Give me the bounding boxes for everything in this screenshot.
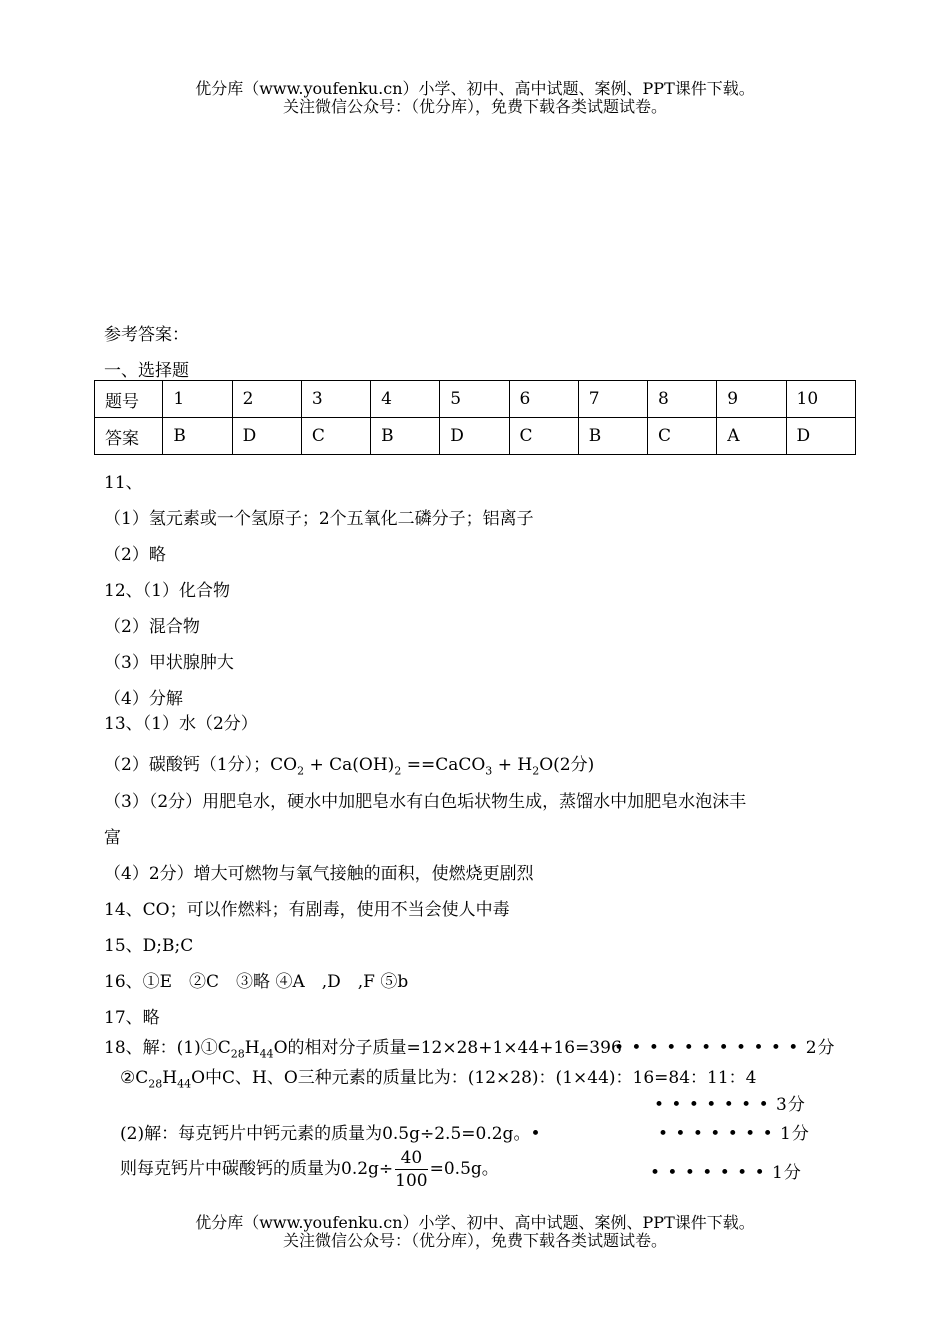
text: ②C — [120, 1068, 149, 1088]
q18-score-3: • • • • • • • 1分 — [658, 1124, 810, 1144]
subscript: 28 — [230, 1047, 245, 1061]
table-cell: C — [301, 418, 370, 455]
table-cell: 3 — [301, 381, 370, 418]
table-cell: 9 — [717, 381, 786, 418]
q16-answer: 16、①E ②C ③略 ④A ,D ,F ⑤b — [104, 972, 409, 992]
table-cell: 4 — [371, 381, 440, 418]
page-footer — [0, 1214, 950, 1250]
q12-answer-1: 12、（1）化合物 — [104, 581, 230, 601]
table-cell: B — [371, 418, 440, 455]
q14-answer: 14、CO；可以作燃料；有剧毒，使用不当会使人中毒 — [104, 900, 510, 920]
text: O中C、H、O三种元素的质量比为：(12×28)：(1×44)：16=84：11：4 — [191, 1068, 757, 1088]
footer-line-2: 关注微信公众号：（优分库），免费下载各类试题试卷。 — [282, 1231, 667, 1250]
subscript: 28 — [148, 1077, 163, 1091]
table-cell: 1 — [163, 381, 232, 418]
q15-answer: 15、D;B;C — [104, 936, 194, 956]
text: + Ca(OH) — [304, 755, 395, 775]
table-cell: 题号 — [95, 381, 163, 418]
subscript: 44 — [259, 1047, 274, 1061]
table-cell: D — [440, 418, 509, 455]
q18-line-1 — [104, 1033, 622, 1060]
table-cell: 8 — [648, 381, 717, 418]
table-cell: 7 — [578, 381, 647, 418]
table-cell: 6 — [509, 381, 578, 418]
table-cell: D — [786, 418, 855, 455]
table-cell: B — [163, 418, 232, 455]
table-row — [95, 418, 856, 455]
q13-answer-3a: （3）（2分）用肥皂水，硬水中加肥皂水有白色垢状物生成，蒸馏水中加肥皂水泡沫丰 — [104, 792, 747, 812]
header-line-2: 关注微信公众号：（优分库），免费下载各类试题试卷。 — [282, 97, 667, 116]
q12-answer-4: （4）分解 — [104, 689, 183, 709]
q18-line-2 — [120, 1063, 756, 1090]
q11-label: 11、 — [104, 473, 143, 493]
table-cell: D — [232, 418, 301, 455]
q18-line-3: (2)解：每克钙片中钙元素的质量为0.5g÷2.5=0.2g。• — [120, 1124, 541, 1144]
table-cell: B — [578, 418, 647, 455]
q18-score-4: • • • • • • • 1分 — [650, 1163, 802, 1183]
subscript: 44 — [177, 1077, 192, 1091]
text: ==CaCO — [401, 755, 486, 775]
fraction-numerator: 40 — [395, 1147, 427, 1170]
q18-score-1: • • • • • • • • • • • 2分 — [614, 1038, 836, 1058]
table-cell: 2 — [232, 381, 301, 418]
answer-table — [94, 380, 856, 455]
subscript: 3 — [485, 764, 493, 778]
answer-title: 参考答案： — [104, 325, 189, 345]
subscript: 2 — [532, 764, 540, 778]
q11-answer-2: （2）略 — [104, 545, 166, 565]
q17-answer: 17、略 — [104, 1008, 160, 1028]
text: + H — [492, 755, 533, 775]
table-cell: C — [509, 418, 578, 455]
q18-score-2: • • • • • • • 3分 — [654, 1095, 806, 1115]
q12-answer-3: （3）甲状腺肿大 — [104, 653, 234, 673]
q12-answer-2: （2）混合物 — [104, 617, 200, 637]
fraction — [395, 1147, 427, 1192]
table-cell: C — [648, 418, 717, 455]
text: H — [244, 1038, 260, 1058]
table-cell: 答案 — [95, 418, 163, 455]
table-cell: 10 — [786, 381, 855, 418]
header-line-1: 优分库（www.youfenku.cn）小学、初中、高中试题、案例、PPT课件下载。 — [195, 79, 755, 98]
text: O的相对分子质量=12×28+1×44+16=396 — [273, 1038, 622, 1058]
text: 则每克钙片中碳酸钙的质量为0.2g÷ — [120, 1159, 394, 1179]
table-cell: A — [717, 418, 786, 455]
text: O(2分) — [539, 755, 595, 775]
text: H — [162, 1068, 178, 1088]
q13-answer-1: 13、（1）水（2分） — [104, 714, 258, 734]
subscript: 2 — [394, 764, 402, 778]
table-row — [95, 381, 856, 418]
q13-answer-4: （4）2分）增大可燃物与氧气接触的面积，使燃烧更剧烈 — [104, 864, 534, 884]
q13-answer-3b: 富 — [104, 828, 121, 848]
text: 18、解：(1)①C — [104, 1038, 231, 1058]
fraction-denominator: 100 — [395, 1171, 428, 1191]
q11-answer-1: （1）氢元素或一个氢原子；2个五氧化二磷分子；铝离子 — [104, 509, 534, 529]
section-multiple-choice: 一、选择题 — [104, 361, 189, 381]
q13-answer-2 — [104, 750, 594, 777]
page-header — [0, 80, 950, 116]
q18-line-4 — [120, 1147, 499, 1192]
text: （2）碳酸钙（1分）；CO — [104, 755, 298, 775]
text: =0.5g。 — [429, 1159, 499, 1179]
table-cell: 5 — [440, 381, 509, 418]
footer-line-1: 优分库（www.youfenku.cn）小学、初中、高中试题、案例、PPT课件下载。 — [195, 1213, 755, 1232]
subscript: 2 — [297, 764, 305, 778]
